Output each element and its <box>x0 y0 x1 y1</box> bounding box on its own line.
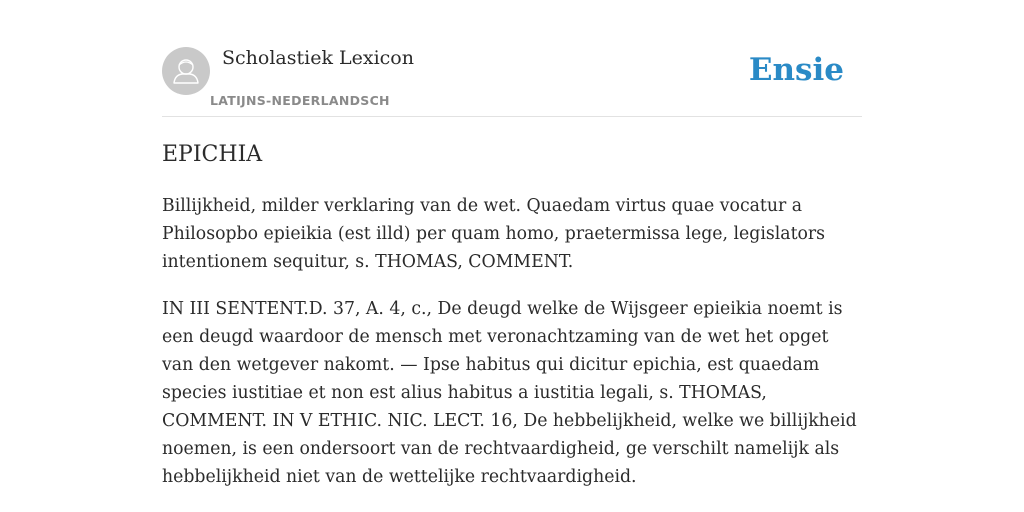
entry-paragraph: Billijkheid, milder verklaring van de wet. Quaedam virtus quae vocatur a Philosopbo epieikia (est illd) per quam homo, praetermissa lege, legislators intentionem sequitur, s. THOMAS, COMMENT. <box>162 196 826 272</box>
brand-logo[interactable]: Ensie <box>748 52 844 88</box>
author-name[interactable]: Scholastiek Lexicon <box>222 47 414 69</box>
entry-title: EPICHIA <box>162 142 263 167</box>
lexicon-subtitle: LATIJNS-NEDERLANDSCH <box>210 93 390 108</box>
header <box>162 46 862 117</box>
user-avatar-icon <box>162 47 210 95</box>
entry-paragraph: IN III SENTENT.D. 37, A. 4, c., De deugd welke de Wijsgeer epieikia noemt is een deugd waardoor de mensch met veronachtzaming van de wet het opget van den wetgever nakomt. — Ipse habitus qui dicitur epichia, est quaedam species iustitiae et non est alius habitus a iustitia legali, s. THOMAS, COMMENT. IN V ETHIC. NIC. LECT. 16, De hebbelijkheid, welke we billijkheid noemen, is een ondersoort van de rechtvaardigheid, ge verschilt namelijk als hebbelijkheid niet van de wettelijke rechtvaardigheid. <box>162 299 857 487</box>
avatar[interactable] <box>162 47 210 95</box>
